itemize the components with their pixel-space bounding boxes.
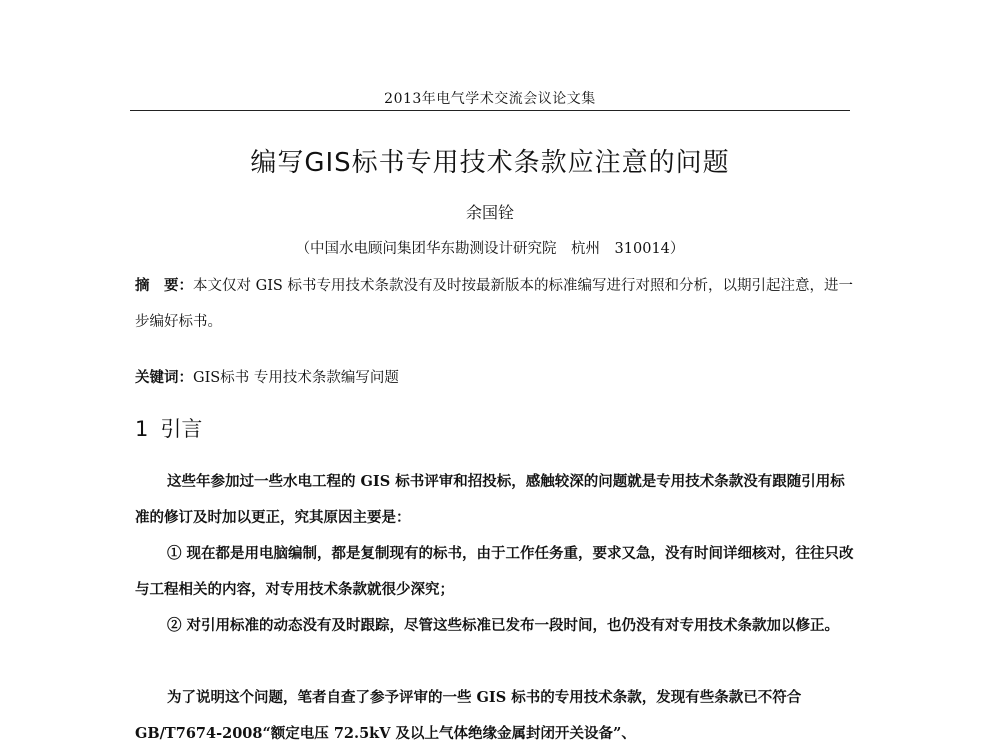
running-head: 2013年电气学术交流会议论文集 xyxy=(384,91,596,107)
abstract-text: 本文仅对 GIS 标书专用技术条款没有及时按最新版本的标准编写进行对照和分析，以期引起注意，进一步编好标书。 xyxy=(135,278,853,330)
keywords-label: 关键词： xyxy=(135,369,193,386)
body-paragraph-4: 为了说明这个问题，笔者自查了参予评审的一些 GIS 标书的专用技术条款，发现有些条款已不符合 GB/T7674-2008“额定电压 72.5kV 及以上气体绝缘金属封闭开关设备”、 xyxy=(135,689,802,742)
body-paragraph-3: ② 对引用标准的动态没有及时跟踪，尽管这些标准已发布一段时间，也仍没有对专用技术条款加以修正。 xyxy=(167,617,840,634)
section-number: 1 xyxy=(135,417,149,441)
body-paragraph-1: 这些年参加过一些水电工程的 GIS 标书评审和招投标，感触较深的问题就是专用技术条款没有跟随引用标准的修订及时加以更正，究其原因主要是： xyxy=(135,473,845,526)
section-title: 引言 xyxy=(160,417,203,441)
keywords xyxy=(135,360,855,396)
section-heading xyxy=(135,413,202,443)
author: 余国铨 xyxy=(465,203,514,222)
keywords-text: GIS标书 专用技术条款编写问题 xyxy=(193,370,399,386)
body-paragraph-2: ① 现在都是用电脑编制，都是复制现有的标书，由于工作任务重，要求又急，没有时间详细核对，往往只改与工程相关的内容，对专用技术条款就很少深究； xyxy=(135,545,854,598)
affiliation: （中国水电顾问集团华东勘测设计研究院 杭州 310014） xyxy=(295,241,685,257)
header-rule xyxy=(130,110,850,111)
paper-title: 编写GIS标书专用技术条款应注意的问题 xyxy=(250,148,730,178)
abstract-label: 摘 要： xyxy=(135,277,193,294)
abstract xyxy=(135,268,855,340)
